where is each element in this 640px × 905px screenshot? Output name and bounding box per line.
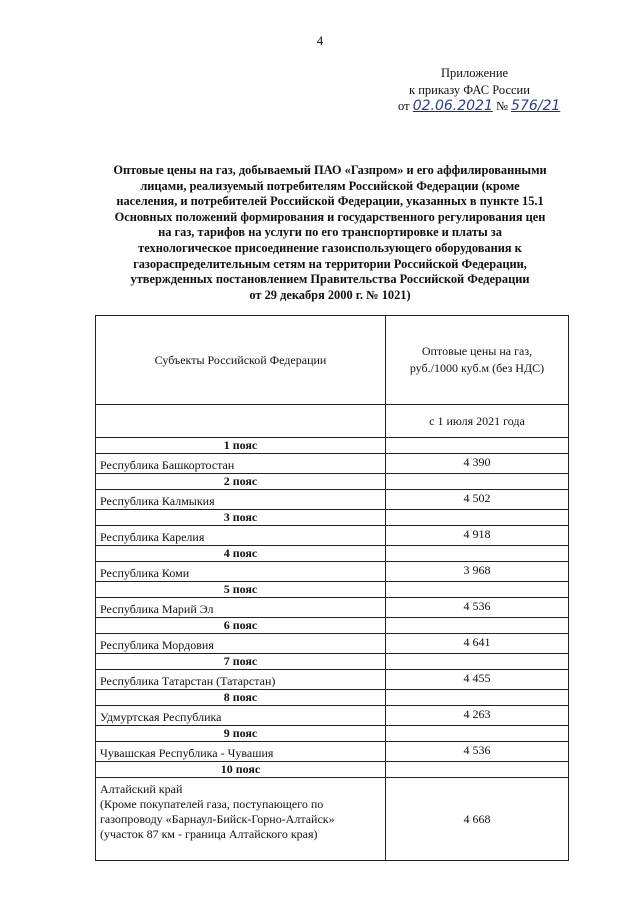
region-name: Республика Мордовия [96,634,386,654]
region-price: 4 263 [386,706,569,726]
zone-label: 1 пояс [96,438,386,454]
zone-price-empty [386,618,569,634]
page-number: 4 [316,33,324,48]
table-row [96,490,569,510]
region-price: 4 641 [386,634,569,654]
region-price: 4 536 [386,742,569,762]
region-price: 4 455 [386,670,569,690]
zone-price-empty [386,510,569,526]
table-row [96,598,569,618]
zone-label: 4 пояс [96,546,386,562]
region-line: (Кроме покупателей газа, поступающего по [100,797,324,811]
header-prices-line2: руб./1000 куб.м (без НДС) [409,361,545,375]
region-name-multiline [96,778,386,861]
zone-header-row [96,690,569,706]
title-line: утвержденных постановлением Правительства Российской Федерации [130,272,530,287]
region-name: Республика Коми [96,562,386,582]
document-title [100,163,560,303]
region-name: Удмуртская Республика [96,706,386,726]
handwritten-date: 02.06.2021 [412,98,493,114]
appendix-title: Приложение [441,66,509,80]
table-row [96,670,569,690]
handwritten-number: 576/21 [511,98,561,114]
zone-label: 3 пояс [96,510,386,526]
zone-price-empty [386,474,569,490]
zone-price-empty [386,762,569,778]
header-regions: Субъекты Российской Федерации [96,316,386,405]
zone-header-row [96,546,569,562]
zone-price-empty [386,546,569,562]
zone-label: 2 пояс [96,474,386,490]
zone-header-row [96,726,569,742]
zone-label: 10 пояс [96,762,386,778]
title-line: Оптовые цены на газ, добываемый ПАО «Газпром» и его аффилированными [113,163,547,177]
zone-label: 6 пояс [96,618,386,634]
region-name: Чувашская Республика - Чувашия [96,742,386,762]
zone-header-row [96,762,569,778]
table-row [96,454,569,474]
region-name: Республика Калмыкия [96,490,386,510]
region-line: газопроводу «Барнаул-Бийск-Горно-Алтайск» [100,812,335,826]
date-prefix: от [398,99,410,113]
region-price: 4 502 [386,490,569,510]
header-prices-line1: Оптовые цены на газ, [421,344,533,358]
region-name: Республика Башкортостан [96,454,386,474]
region-line: Алтайский край [100,782,183,796]
date-header: с 1 июля 2021 года [386,405,569,438]
zone-price-empty [386,690,569,706]
zone-header-row [96,510,569,526]
region-price: 3 968 [386,562,569,582]
table-row [96,634,569,654]
title-line: Основных положений формирования и государственного регулирования цен [114,209,546,224]
region-line: (участок 87 км - граница Алтайского края) [100,827,318,841]
table-subheader-row [96,405,569,438]
title-line: лицами, реализуемый потребителям Российской Федерации (кроме [140,178,520,193]
zone-header-row [96,654,569,670]
appendix-block [398,65,568,115]
zone-header-row [96,582,569,598]
title-line: технологическое присоединение газоиспользующего оборудования к [138,240,522,255]
header-prices [386,316,569,405]
prices-table [95,315,569,861]
region-name: Республика Карелия [96,526,386,546]
zone-header-row [96,474,569,490]
region-price: 4 536 [386,598,569,618]
zone-price-empty [386,582,569,598]
zone-label: 9 пояс [96,726,386,742]
table-row [96,562,569,582]
zone-price-empty [386,726,569,742]
title-line: населения, и потребителей Российской Федерации, указанных в пункте 15.1 [116,194,544,209]
zone-header-row [96,438,569,454]
zone-label: 7 пояс [96,654,386,670]
zone-price-empty [386,438,569,454]
table-row [96,778,569,861]
table-row [96,706,569,726]
region-price: 4 668 [386,778,569,861]
appendix-date-number [398,98,568,115]
subheader-empty [96,405,386,438]
table-row [96,526,569,546]
appendix-order-ref: к приказу ФАС России [409,82,530,97]
zone-price-empty [386,654,569,670]
zone-label: 8 пояс [96,690,386,706]
zone-header-row [96,618,569,634]
region-price: 4 918 [386,526,569,546]
zone-label: 5 пояс [96,582,386,598]
table-header-row [96,316,569,405]
number-prefix: № [495,99,508,113]
table-row [96,742,569,762]
region-price: 4 390 [386,454,569,474]
title-line: от 29 декабря 2000 г. № 1021) [249,287,411,302]
region-name: Республика Татарстан (Татарстан) [96,670,386,690]
region-name: Республика Марий Эл [96,598,386,618]
title-line: на газ, тарифов на услуги по его транспортировке и платы за [158,225,502,240]
title-line: газораспределительным сетям на территории Российской Федерации, [133,256,527,271]
